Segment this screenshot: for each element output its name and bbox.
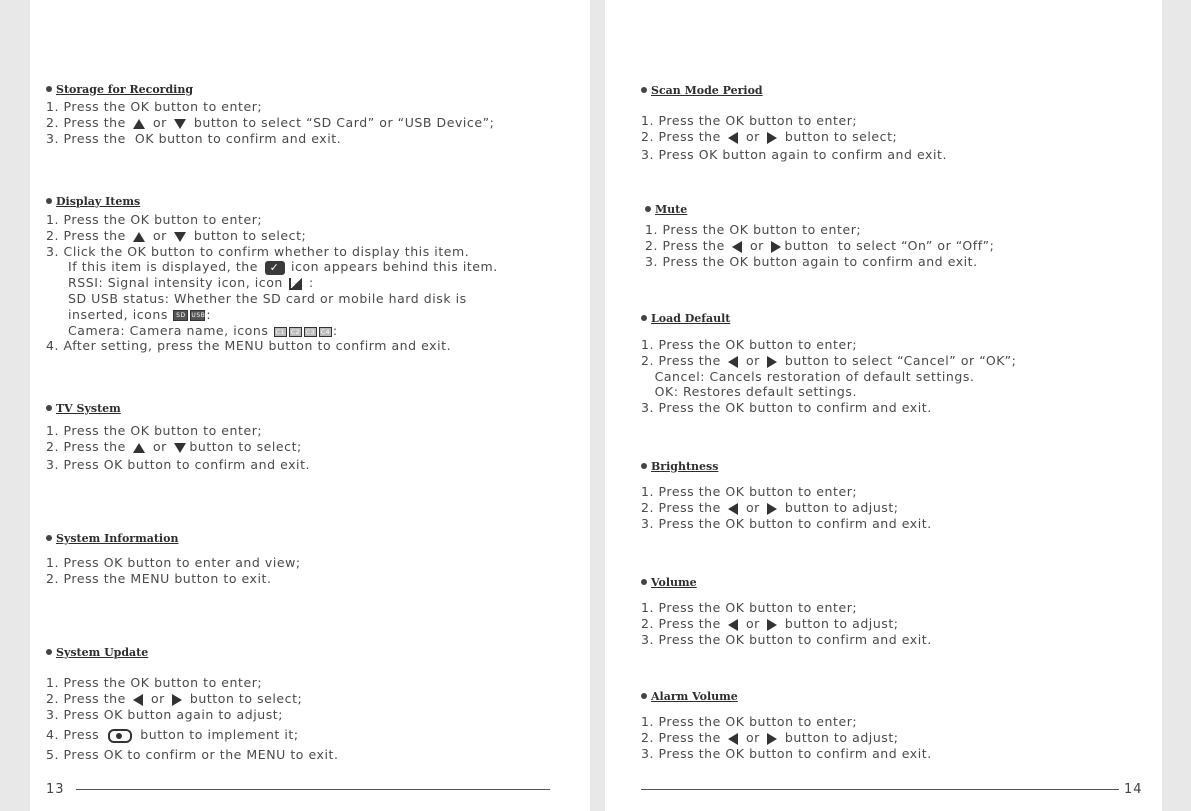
text-span: or	[148, 439, 172, 454]
instruction-line: 1. Press the OK button to enter;	[641, 113, 858, 128]
text-span: 2. Press the	[641, 616, 726, 631]
text-span: inserted, icons	[68, 307, 173, 322]
bullet-icon	[641, 87, 647, 93]
left-arrow-icon	[728, 733, 738, 745]
sd-card-icon: SD	[173, 310, 188, 321]
text-span: 2. Press the	[641, 129, 726, 144]
usb-device-icon: USB	[191, 312, 206, 319]
section-heading-brightness	[641, 459, 718, 473]
instruction-line	[46, 439, 302, 455]
text-span: Camera: Camera name, icons	[68, 323, 273, 338]
instruction-line: 1. Press the OK button to enter;	[46, 99, 263, 114]
text-span: or	[741, 730, 765, 745]
text-span: button to select “SD Card” or “USB Device”;	[189, 115, 495, 130]
section-heading-alarm-volume	[641, 689, 738, 703]
instruction-line	[46, 727, 299, 743]
up-arrow-icon	[133, 443, 145, 453]
instruction-line: 3. Press the OK button to confirm and exit.	[641, 632, 932, 647]
text-span: 4. Press	[46, 727, 104, 742]
text-span: or	[148, 228, 172, 243]
section-title: Brightness	[651, 459, 719, 473]
left-arrow-icon	[728, 619, 738, 631]
signal-intensity-icon	[289, 278, 302, 290]
instruction-line: 3. Press the OK button to confirm and exit.	[641, 516, 932, 531]
instruction-line	[46, 115, 494, 131]
instruction-line: 2. Press the MENU button to exit.	[46, 571, 272, 586]
text-span: button to select;	[185, 691, 303, 706]
instruction-line: OK: Restores default settings.	[641, 384, 857, 399]
text-span: 2. Press the	[641, 500, 726, 515]
text-span: 2. Press the	[46, 228, 131, 243]
text-span: button to select;	[189, 439, 302, 454]
bullet-icon	[641, 693, 647, 699]
display-items-detail-line	[68, 291, 467, 307]
checkmark-icon: ✓	[265, 261, 285, 275]
section-heading-tv-system	[46, 401, 121, 415]
instruction-line: 3. Press the OK button again to confirm and exit.	[645, 254, 978, 269]
display-items-detail-line	[46, 338, 451, 354]
text-span: 2. Press the	[645, 238, 730, 253]
text-span: 4. After setting, press the MENU button to confirm and exit.	[46, 338, 452, 353]
right-arrow-icon	[767, 132, 777, 144]
bullet-icon	[641, 463, 647, 469]
instruction-line	[641, 616, 899, 632]
text-span: 2. Press the	[46, 439, 131, 454]
text-span: or	[741, 616, 765, 631]
text-span: button to adjust;	[780, 500, 899, 515]
instruction-line: 1. Press the OK button to enter;	[46, 212, 263, 227]
text-span: or	[148, 115, 172, 130]
right-arrow-icon	[767, 503, 777, 515]
page-number-right: 14	[1124, 782, 1143, 797]
bullet-icon	[46, 86, 52, 92]
text-span: :	[304, 275, 314, 290]
text-span: 2. Press the	[641, 730, 726, 745]
instruction-line: 1. Press the OK button to enter;	[46, 675, 263, 690]
section-heading-system-information	[46, 531, 178, 545]
text-span: icon appears behind this item.	[286, 259, 498, 274]
bullet-icon	[46, 405, 52, 411]
instruction-line: 3. Press OK button again to confirm and exit.	[641, 147, 947, 162]
section-heading-system-update	[46, 645, 148, 659]
right-arrow-icon	[172, 694, 182, 706]
text-span: SD USB status: Whether the SD card or mobile hard disk is	[68, 291, 467, 306]
instruction-line: 3. Press the OK button to confirm and exit.	[641, 746, 932, 761]
text-span: or	[741, 500, 765, 515]
bullet-icon	[46, 649, 52, 655]
section-title: TV System	[56, 401, 121, 415]
right-arrow-icon	[767, 733, 777, 745]
instruction-line	[641, 129, 897, 145]
display-items-detail-line	[68, 323, 338, 339]
footer-rule-right	[641, 789, 1119, 790]
section-title: Alarm Volume	[651, 689, 738, 703]
section-title: System Information	[56, 531, 179, 545]
text-span: button to implement it;	[135, 727, 299, 742]
section-title: Storage for Recording	[56, 82, 194, 96]
instruction-line: Cancel: Cancels restoration of default settings.	[641, 369, 975, 384]
instruction-line: 3. Press OK button to confirm and exit.	[46, 457, 311, 472]
left-arrow-icon	[728, 356, 738, 368]
section-heading-storage-for-recording	[46, 82, 193, 96]
text-span: button to adjust;	[780, 730, 899, 745]
instruction-line: 1. Press the OK button to enter;	[46, 423, 263, 438]
text-span: 2. Press the	[46, 691, 131, 706]
instruction-line: 3. Press the OK button to confirm and exit.	[641, 400, 932, 415]
section-title: Display Items	[56, 194, 141, 208]
section-heading-display-items	[46, 194, 140, 208]
instruction-line	[641, 730, 899, 746]
instruction-line: 1. Press the OK button to enter;	[641, 714, 858, 729]
page-number-left: 13	[46, 782, 65, 797]
instruction-line	[645, 238, 994, 254]
section-title: Volume	[651, 575, 697, 589]
section-title: Mute	[655, 202, 688, 216]
up-arrow-icon	[133, 232, 145, 242]
display-items-detail-line	[68, 259, 498, 275]
text-span: If this item is displayed, the	[68, 259, 263, 274]
left-arrow-icon	[728, 132, 738, 144]
text-span: RSSI: Signal intensity icon, icon	[68, 275, 288, 290]
instruction-line: 1. Press the OK button to enter;	[641, 600, 858, 615]
section-heading-mute	[645, 202, 687, 216]
bullet-icon	[641, 579, 647, 585]
camera-icon: C4	[320, 328, 330, 336]
text-span: :	[332, 323, 338, 338]
text-span: button to select “On” or “Off”;	[784, 238, 995, 253]
instruction-line	[641, 500, 899, 516]
bullet-icon	[641, 315, 647, 321]
text-span: button to adjust;	[780, 616, 899, 631]
instruction-line: 3. Press the OK button to confirm and exit.	[46, 131, 342, 146]
section-heading-load-default	[641, 311, 730, 325]
footer-rule-left	[76, 789, 550, 790]
section-title: Load Default	[651, 311, 731, 325]
instruction-line: 3. Press OK button again to adjust;	[46, 707, 283, 722]
bullet-icon	[645, 206, 651, 212]
text-span: button to select;	[780, 129, 898, 144]
left-arrow-icon	[133, 694, 143, 706]
down-arrow-icon	[174, 443, 186, 453]
right-arrow-icon	[767, 619, 777, 631]
text-span: :	[206, 307, 212, 322]
instruction-line: 1. Press the OK button to enter;	[645, 222, 862, 237]
text-span: button to select;	[189, 228, 307, 243]
bullet-icon	[46, 198, 52, 204]
instruction-line: 1. Press OK button to enter and view;	[46, 555, 301, 570]
instruction-line: 3. Click the OK button to confirm whether to display this item.	[46, 244, 470, 259]
instruction-line: 1. Press the OK button to enter;	[641, 484, 858, 499]
left-arrow-icon	[732, 241, 742, 253]
text-span: button to select “Cancel” or “OK”;	[780, 353, 1017, 368]
display-items-detail-line	[68, 275, 314, 291]
text-span: 2. Press the	[46, 115, 131, 130]
instruction-line: 1. Press the OK button to enter;	[641, 337, 858, 352]
bullet-icon	[46, 535, 52, 541]
camera-icon: C3	[305, 328, 315, 336]
section-title: System Update	[56, 645, 149, 659]
display-items-detail-line	[68, 307, 211, 323]
section-title: Scan Mode Period	[651, 83, 763, 97]
section-heading-volume	[641, 575, 697, 589]
text-span: or	[146, 691, 170, 706]
right-arrow-icon	[771, 241, 781, 253]
down-arrow-icon	[174, 119, 186, 129]
text-span: or	[745, 238, 769, 253]
text-span: or	[741, 129, 765, 144]
left-arrow-icon	[728, 503, 738, 515]
instruction-line: 5. Press OK to confirm or the MENU to exit.	[46, 747, 339, 762]
camera-icon: C1	[275, 328, 285, 336]
text-span: 2. Press the	[641, 353, 726, 368]
right-arrow-icon	[767, 356, 777, 368]
camera-icon: C2	[290, 328, 300, 336]
text-span: or	[741, 353, 765, 368]
section-heading-scan-mode-period	[641, 83, 763, 97]
ok-button-icon	[108, 729, 132, 743]
instruction-line	[46, 228, 306, 244]
instruction-line	[641, 353, 1016, 369]
instruction-line	[46, 691, 302, 707]
down-arrow-icon	[174, 232, 186, 242]
up-arrow-icon	[133, 119, 145, 129]
